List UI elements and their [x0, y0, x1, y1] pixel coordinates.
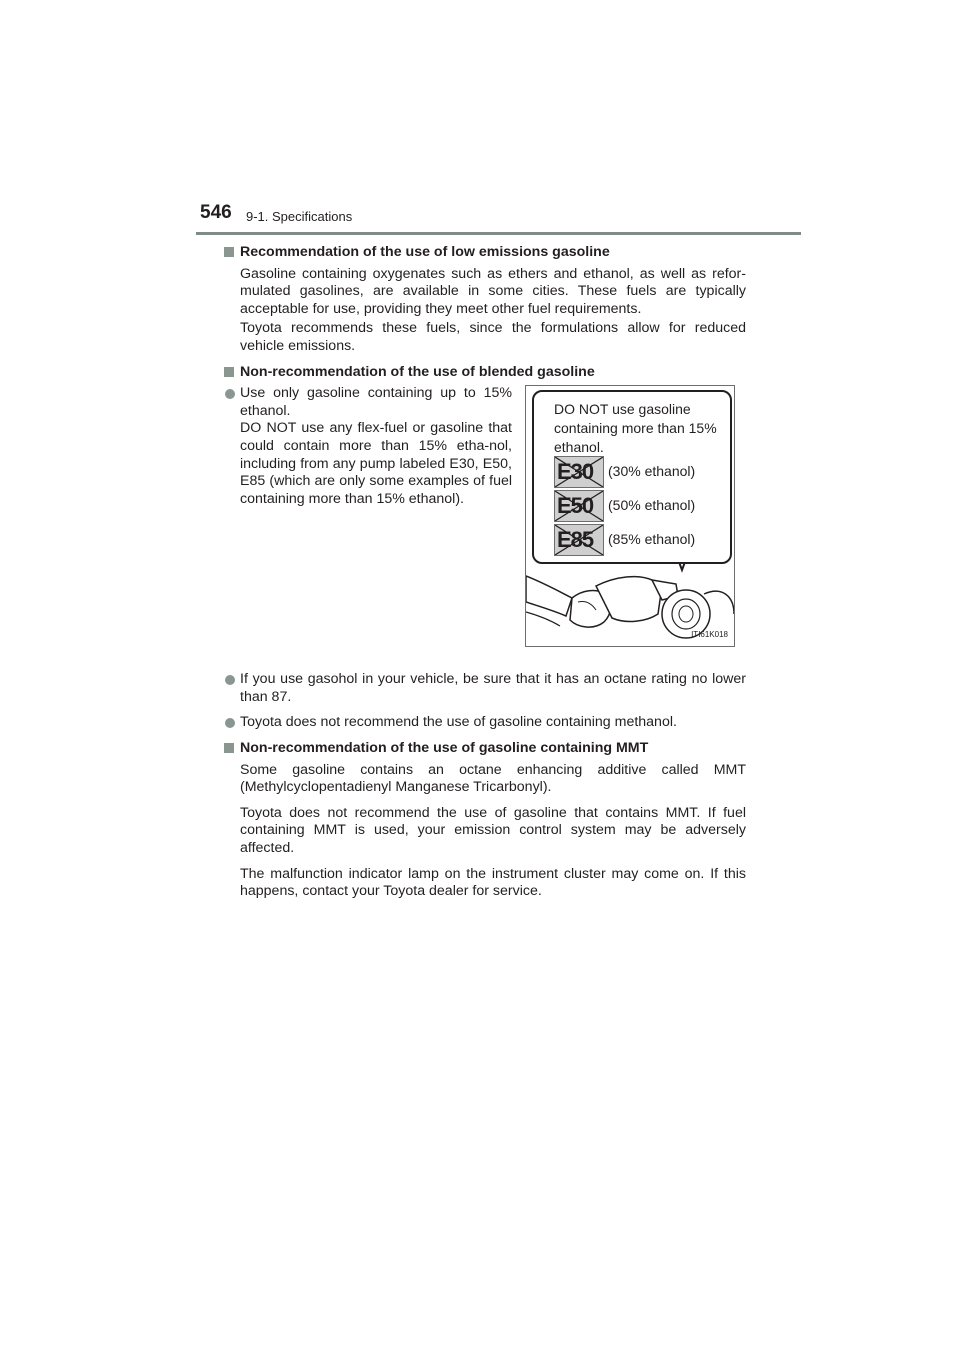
round-bullet-icon [225, 718, 235, 728]
square-bullet-icon [224, 743, 234, 753]
cross-out-icon [555, 457, 603, 487]
paragraph: Toyota does not recommend the use of gasoline that contains MMT. If fuel containing MMT is used, your emission control system may be adversely affected. [240, 804, 746, 856]
round-bullet-icon [225, 675, 235, 685]
paragraph: Gasoline containing oxygenates such as ethers and ethanol, as well as refor-mulated gasolines, are available in some cities. These fuels are typically acceptable for use, providing they meet other fuel requirements. [240, 265, 746, 317]
bullet-item: Toyota does not recommend the use of gasoline containing methanol. [224, 714, 746, 732]
cross-out-icon [555, 491, 603, 521]
paragraph: Some gasoline contains an octane enhancing additive called MMT (Methylcyclopentadienyl Manganese Tricarbonyl). [240, 761, 746, 796]
callout-warning-text: DO NOT use gasoline containing more than 15% ethanol. [554, 401, 717, 456]
heading-low-emissions: Recommendation of the use of low emissions gasoline [224, 244, 746, 262]
bullet-item: If you use gasohol in your vehicle, be sure that it has an octane rating no lower than 87. [224, 671, 746, 706]
e50-crossed-badge: E50 [554, 490, 604, 522]
paragraph: The malfunction indicator lamp on the instrument cluster may come on. If this happens, contact your Toyota dealer for service. [240, 865, 746, 900]
round-bullet-icon [225, 389, 235, 399]
heading-blended-gasoline: Non-recommendation of the use of blended gasoline [224, 364, 746, 382]
header-divider [196, 232, 801, 235]
e30-crossed-badge: E30 [554, 456, 604, 488]
page-number: 546 [200, 202, 232, 223]
heading-mmt: Non-recommendation of the use of gasoline containing MMT [224, 740, 746, 758]
page-content [224, 244, 746, 909]
ethanol-warning-figure [525, 385, 735, 647]
e85-crossed-badge: E85 [554, 524, 604, 556]
section-title: 9-1. Specifications [246, 209, 353, 224]
cross-out-icon [555, 525, 603, 555]
square-bullet-icon [224, 247, 234, 257]
bullet-item: Use only gasoline containing up to 15% ethanol. DO NOT use any flex-fuel or gasoline that could contain more than 15% etha-nol, including from any pump labeled E30, E50, E85 (which are only some examples of fuel containing more than 15% ethanol). [224, 385, 512, 508]
square-bullet-icon [224, 367, 234, 377]
blended-section-body [224, 385, 746, 667]
warning-callout: DO NOT use gasoline containing more than 15% ethanol. E30 (30% ethanol) E50 (50% ethanol) E85 (85% ethanol) [532, 390, 732, 564]
figure-code: ITI61K018 [691, 629, 728, 639]
paragraph: Toyota recommends these fuels, since the formulations allow for reduced vehicle emissions. [240, 320, 746, 354]
